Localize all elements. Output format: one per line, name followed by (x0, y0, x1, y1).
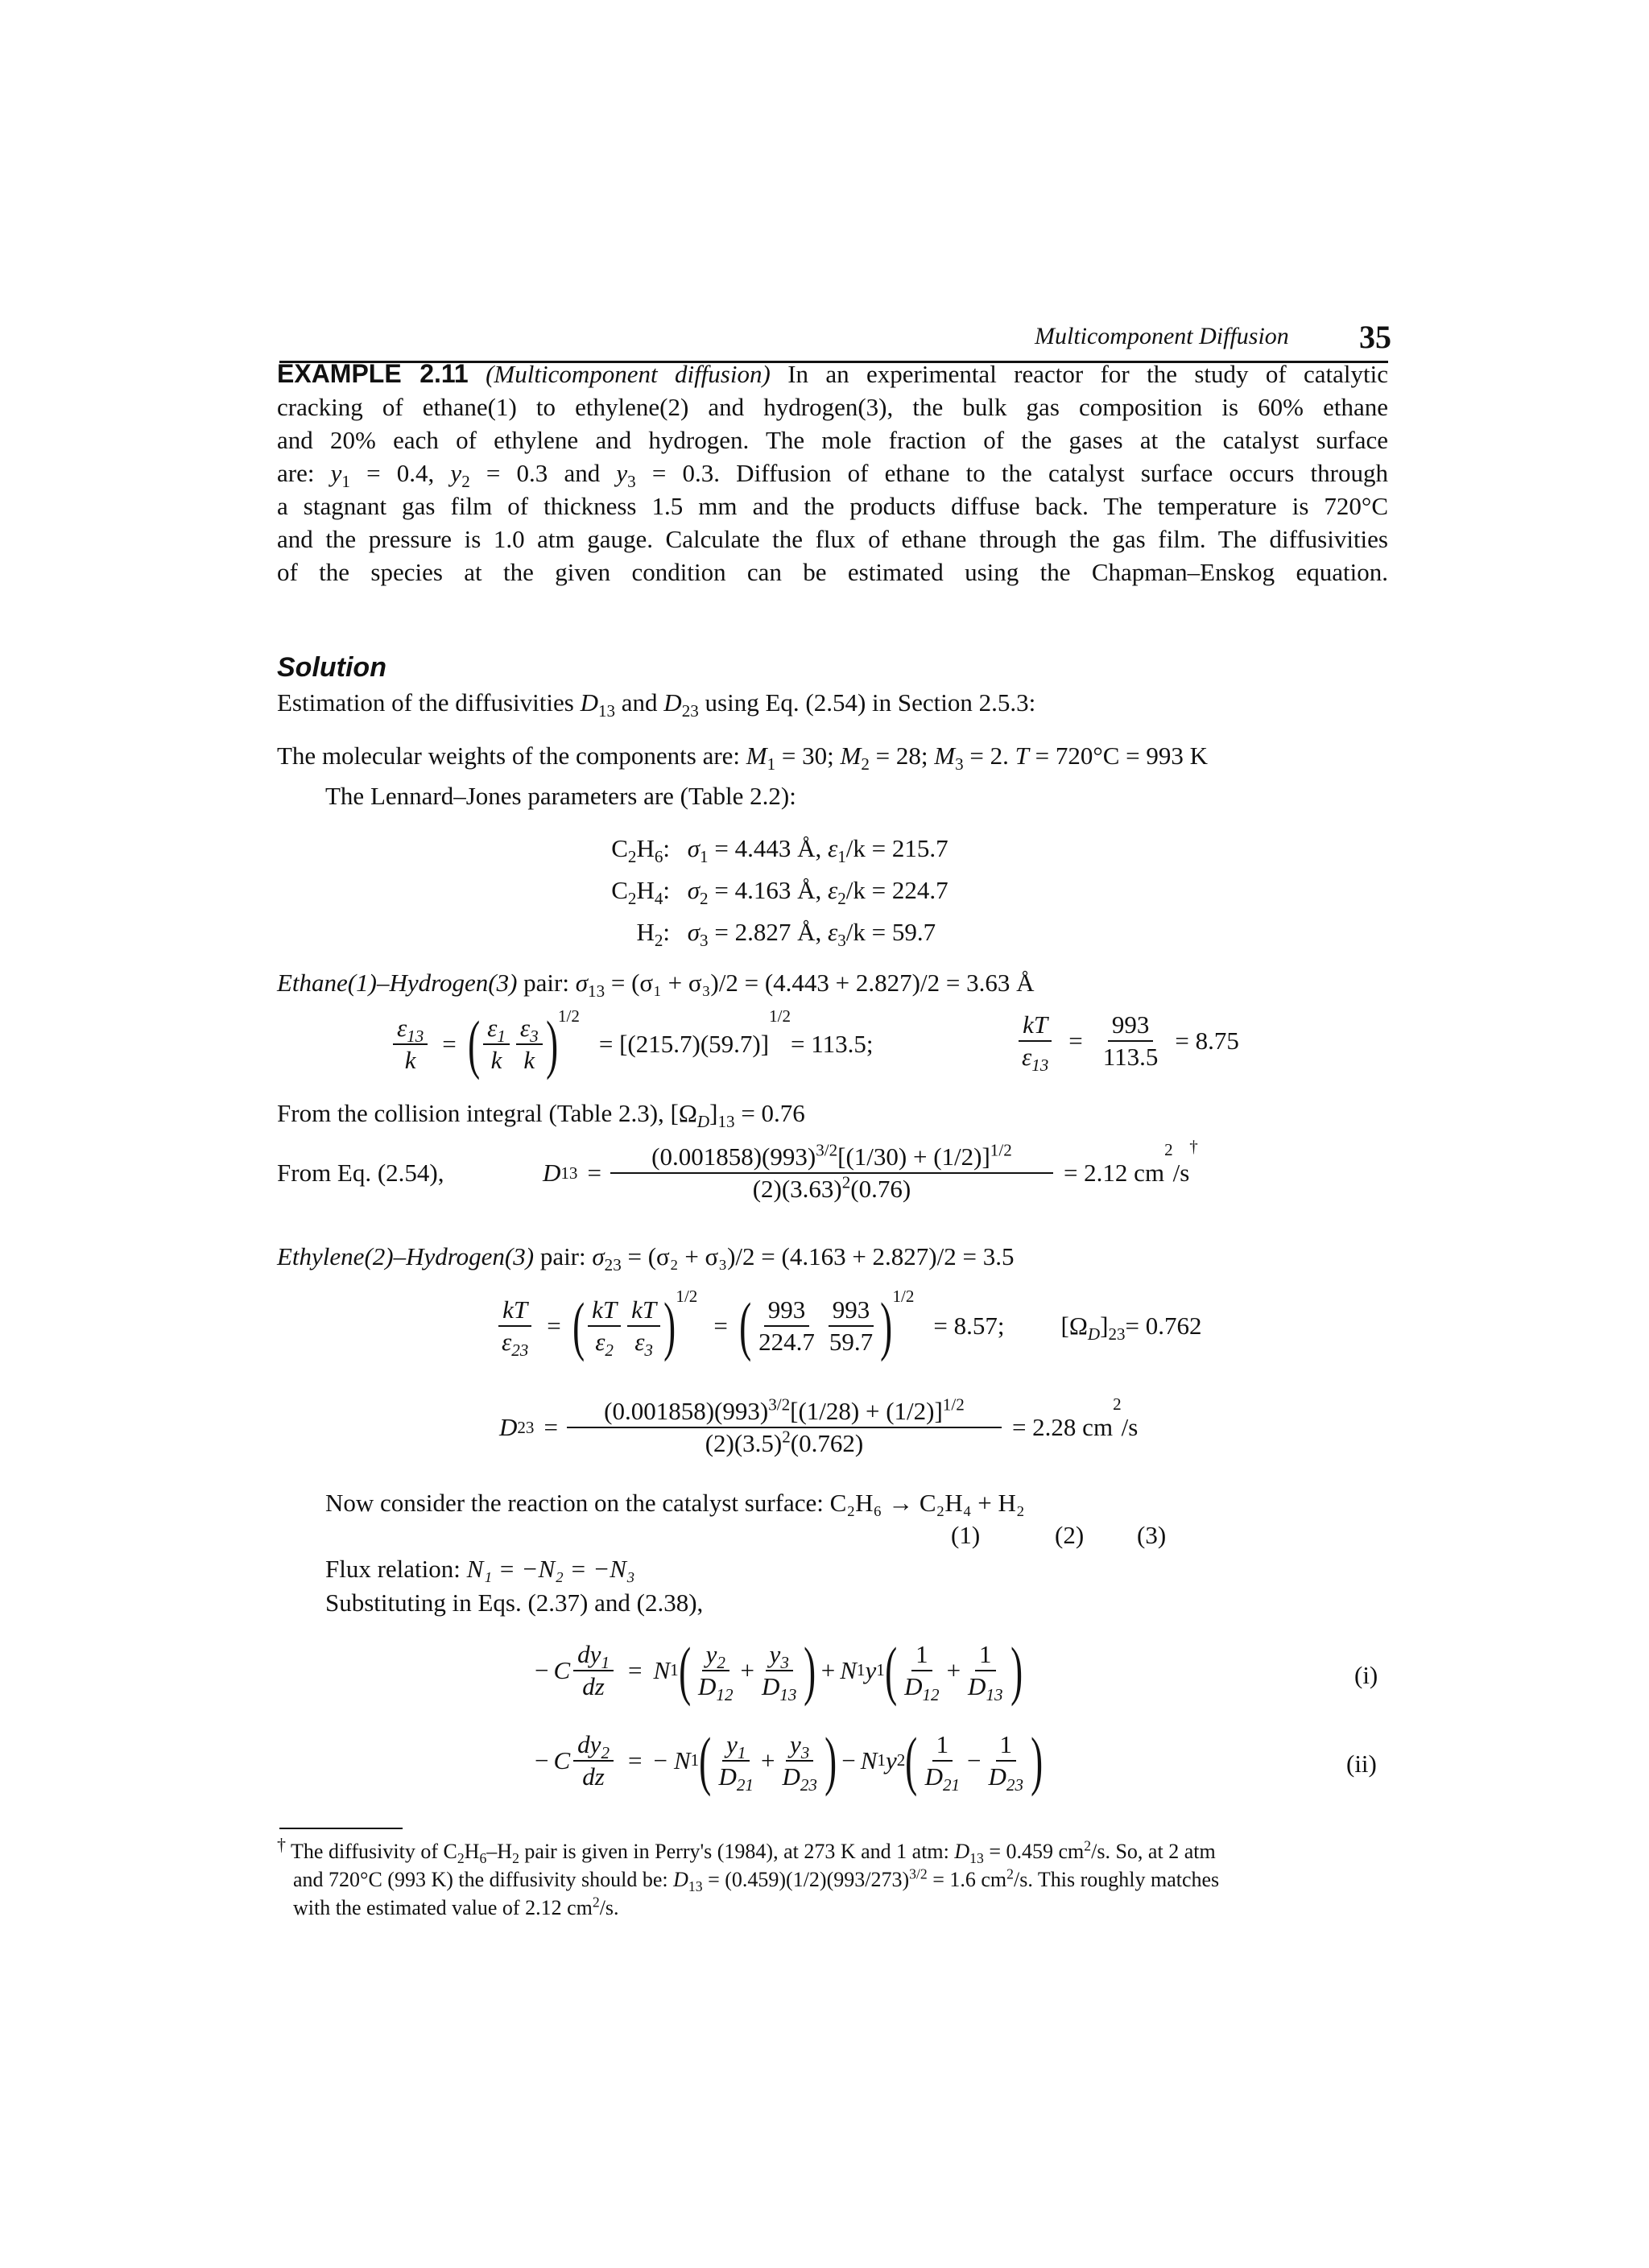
equation-ii: − C $\frac{dy_2}{dz}$ = − N 1 ( $\frac{y_1}{D_{21}}$ + $\frac{y_3}{D_{23}}$ ) − N 1 y 2 ( $\frac{1}{D_{21}}$ − $\frac{1}{D_{23}}$ ) (535, 1724, 1044, 1797)
reaction-line (325, 1486, 1025, 1520)
text: = (σ₁ + σ₃)/2 = (4.443 + 2.827)/2 = 3.63 Å (605, 969, 1035, 997)
lj-row-ethylene: $C_2H_4$: $\sigma_2 = 4.163$ Å, $\varepsilon_2/k = 224.7$ (596, 870, 948, 911)
label: From Eq. (2.54), (277, 1159, 444, 1188)
text: are: (277, 459, 331, 487)
text: From the collision integral (Table 2.3), [Ω (277, 1099, 697, 1127)
text: = 8.75 (1175, 1027, 1239, 1056)
solution-heading: Solution (277, 652, 386, 683)
epsilon-value: /k = 224.7 (845, 876, 948, 904)
epsilon-value: /k = 215.7 (845, 834, 948, 862)
text: = 8.57; (933, 1311, 1005, 1340)
example-title: (Multicomponent diffusion) (486, 360, 771, 388)
lj-intro: The Lennard–Jones parameters are (Table 2.2): (325, 782, 796, 810)
text: = 720°C = 993 K (1028, 742, 1209, 770)
dagger: † (277, 1834, 286, 1855)
sigma-value: = 4.163 Å, (708, 876, 828, 904)
text: /s (1172, 1159, 1190, 1188)
kt13-equation: $\frac{kT}{\varepsilon_{13}}$ = $\frac{993}{113.5}$ = 8.75 (1015, 1011, 1239, 1071)
epsilon-value: /k = 59.7 (845, 918, 936, 946)
footnote-line-1: † The diffusivity of $C_2H_6-H_2$ pair is given in Perry's (1984), at 273 K and 1 atm: $D_{13} = 0.459$ $cm^2/s$. So, at 2 atm (277, 1834, 1216, 1867)
example-line-4: are: $y_1 = 0.4$, $y_2 = 0.3$ and $y_3 = 0.3$. Diffusion of ethane to the catalyst surface occurs through (277, 459, 1388, 492)
example-text-1: In an experimental reactor for the study of catalytic (787, 360, 1389, 388)
example-line-7: of the species at the given condition can be estimated using the Chapman–Enskog equation. (277, 558, 1388, 586)
solution-intro: Estimation of the diffusivities $D_{13}$ and $D_{23}$ using Eq. (2.54) in Section 2.5.3: (277, 688, 1036, 721)
text: /s. (599, 1896, 619, 1919)
den: (2)(3.63) (752, 1175, 842, 1204)
text: /s. This roughly matches (1014, 1868, 1220, 1891)
var: D (580, 688, 598, 717)
text: = 2.28 cm (1011, 1413, 1114, 1442)
var-y: y (616, 459, 628, 487)
frac: $\frac{\varepsilon_{13}}{k}$ (393, 1014, 428, 1074)
pair-label: Ethane(1)–Hydrogen(3) (277, 969, 518, 997)
sigma-value: = 2.827 Å, (708, 918, 828, 946)
den: 113.5 (1102, 1043, 1159, 1072)
equation-label-i: (i) (1354, 1661, 1378, 1689)
den: 224.7 (758, 1328, 815, 1356)
footnote-line-2: and 720°C (993 K) the diffusivity should be: $D_{13} = (0.459)(1/2)(993/273)^{3/2} = 1.6$ $cm^2/s$. This roughly matches (293, 1865, 1220, 1895)
omega13-line: From the collision integral (Table 2.3), $[\Omega_D]_{13} = 0.76$ (277, 1099, 805, 1132)
text: pair: (534, 1242, 593, 1270)
text: = 30; (775, 742, 841, 770)
num: (0.001858)(993) (651, 1142, 816, 1171)
num: 993 (1108, 1011, 1154, 1042)
text: = 0.762 (1125, 1311, 1202, 1340)
den: (2)(3.5) (705, 1429, 783, 1458)
text: pair: (517, 969, 576, 997)
species-ethane: $C_2H_6$: (611, 834, 670, 867)
footnote (277, 1834, 1388, 1922)
substituting-line: Substituting in Eqs. (2.37) and (2.38), (325, 1588, 704, 1617)
lj-row-hydrogen: $H_2$: $\sigma_3 = 2.827$ Å, $\varepsilon_3/k = 59.7$ (596, 911, 948, 953)
text: = 0.3. Diffusion of ethane to the catalyst surface occurs through (635, 459, 1388, 487)
species-hydrogen: $H_2$: (636, 918, 670, 951)
kt23-equation: $\frac{kT}{\varepsilon_{23}}$ = ( $\frac{kT}{\varepsilon_2}$ $\frac{kT}{\varepsilon_3}$ ) 1/2 = ( $\frac{993}{224.7}$ $\frac{993}{59.7}$ ) 1/2 = 8.57; $[\Omega_D]_{23}$ = 0.762 (494, 1293, 1202, 1359)
d13-equation: From Eq. (2.54), D 13 = $\frac{(0.001858)(993)^{3/2}[(1/30) + (1/2)]^{1/2}}{(2)(3.63)^2(0.76)}$ = 2.12 cm 2 /s † (277, 1137, 1198, 1204)
text: = 2. (963, 742, 1015, 770)
equation-i: − C $\frac{dy_1}{dz}$ = N 1 ( $\frac{y_2}{D_{12}}$ + $\frac{y_3}{D_{13}}$ ) + N 1 y 1 ( $\frac{1}{D_{12}}$ + $\frac{1}{D_{13}}$ ) (535, 1634, 1023, 1707)
text: with the estimated value of 2.12 cm (293, 1896, 593, 1919)
text: The diffusivity of C (291, 1840, 457, 1863)
example-label: EXAMPLE 2.11 (277, 359, 469, 388)
text: = 0.4, (349, 459, 451, 487)
text: = [(215.7)(59.7)] (598, 1029, 770, 1058)
text: The molecular weights of the components are: (277, 742, 746, 770)
num: 993 (764, 1296, 810, 1327)
num: [(1/30) + (1/2)] (837, 1142, 990, 1171)
text: and 720°C (993 K) the diffusivity should be: (293, 1868, 674, 1891)
text: = 113.5; (791, 1029, 874, 1058)
var-y: y (330, 459, 342, 487)
text: = 2.12 cm (1063, 1159, 1165, 1188)
lj-row-ethane: $C_2H_6$: $\sigma_1 = 4.443$ Å, $\varepsilon_1/k = 215.7$ (596, 828, 948, 870)
text: = (σ₂ + σ₃)/2 = (4.163 + 2.827)/2 = 3.5 (621, 1242, 1015, 1270)
species-ethylene: $C_2H_4$: (611, 876, 670, 909)
running-title: Multicomponent Diffusion (1035, 323, 1289, 349)
page-number: 35 (1359, 319, 1391, 355)
text: = 1.6 cm (927, 1868, 1007, 1891)
example-line-3: and 20% each of ethylene and hydrogen. The mole fraction of the gases at the catalyst surface (277, 426, 1388, 454)
text: using Eq. (2.54) in Section 2.5.3: (698, 688, 1036, 717)
text: = (0.459)(1/2)(993/273) (702, 1868, 910, 1891)
text: = 0.3 and (469, 459, 617, 487)
var: D (663, 688, 682, 717)
footnote-line-3: with the estimated value of 2.12 $cm^2/s$. (293, 1894, 619, 1919)
text: Estimation of the diffusivities (277, 688, 581, 717)
reaction-num-3: (3) (1137, 1521, 1167, 1549)
num: 993 (829, 1296, 874, 1327)
den: (0.76) (850, 1175, 911, 1204)
num: (0.001858)(993) (604, 1397, 769, 1425)
lj-table (596, 828, 948, 953)
molecular-weights-line: The molecular weights of the components are: $M_1 = 30$; $M_2 = 28$; $M_3 = 2$. T = 720°C = 993 K (277, 742, 1209, 775)
text: = 0.459 cm (983, 1840, 1085, 1863)
text: Now consider the reaction on the catalyst surface: (325, 1489, 830, 1517)
text: pair is given in Perry's (1984), at 273 K and 1 atm: (519, 1840, 955, 1863)
example-line-2: cracking of ethane(1) to ethylene(2) and hydrogen(3), the bulk gas composition is 60% ethane (277, 393, 1388, 421)
text: = 0.76 (734, 1099, 805, 1127)
sigma-value: = 4.443 Å, (708, 834, 828, 862)
d23-equation: D 23 = $\frac{(0.001858)(993)^{3/2}[(1/28) + (1/2)]^{1/2}}{(2)(3.5)^2(0.762)}$ = 2.28 cm 2 /s (499, 1394, 1139, 1458)
pair13-line: Ethane(1)–Hydrogen(3) pair: $\sigma_{13} = (\sigma_1 + \sigma_3)/2 = (4.443 + 2.827)/2 = 3.63$ Å (277, 969, 1035, 1002)
den: 59.7 (829, 1328, 874, 1356)
reaction: C₂H₆ → C₂H₄ + H₂ (829, 1489, 1025, 1517)
footnote-rule (279, 1828, 403, 1829)
reaction-num-1: (1) (951, 1521, 981, 1549)
text: and (615, 688, 664, 717)
eps13-equation: $\frac{\varepsilon_{13}}{k}$ = ( $\frac{\varepsilon_1}{k}$ $\frac{\varepsilon_3}{k}$ ) 1/2 = [(215.7)(59.7)] 1/2 = 113.5; (390, 1011, 873, 1077)
pair-label: Ethylene(2)–Hydrogen(3) (277, 1242, 535, 1270)
num: [(1/28) + (1/2)] (790, 1397, 943, 1425)
den: (0.762) (790, 1429, 864, 1458)
reaction-num-2: (2) (1055, 1521, 1085, 1549)
equation-label-ii: (ii) (1346, 1750, 1377, 1778)
var-y: y (450, 459, 462, 487)
flux-relation (325, 1552, 635, 1586)
example-line-6: and the pressure is 1.0 atm gauge. Calculate the flux of ethane through the gas film. The diffusivities (277, 525, 1388, 553)
example-line-5: a stagnant gas film of thickness 1.5 mm and the products diffuse back. The temperature is 720°C (277, 492, 1388, 520)
text: /s (1121, 1413, 1139, 1442)
flux-eq: N₁ = −N₂ = −N₃ (466, 1555, 635, 1583)
text: Flux relation: (325, 1555, 467, 1583)
example-line-1 (277, 357, 1388, 390)
text: /s. So, at 2 atm (1091, 1840, 1216, 1863)
text: = 28; (869, 742, 935, 770)
pair23-line: Ethylene(2)–Hydrogen(3) pair: $\sigma_{23} = (\sigma_2 + \sigma_3)/2 = (4.163 + 2.827)/2 = 3.5$ (277, 1242, 1015, 1275)
